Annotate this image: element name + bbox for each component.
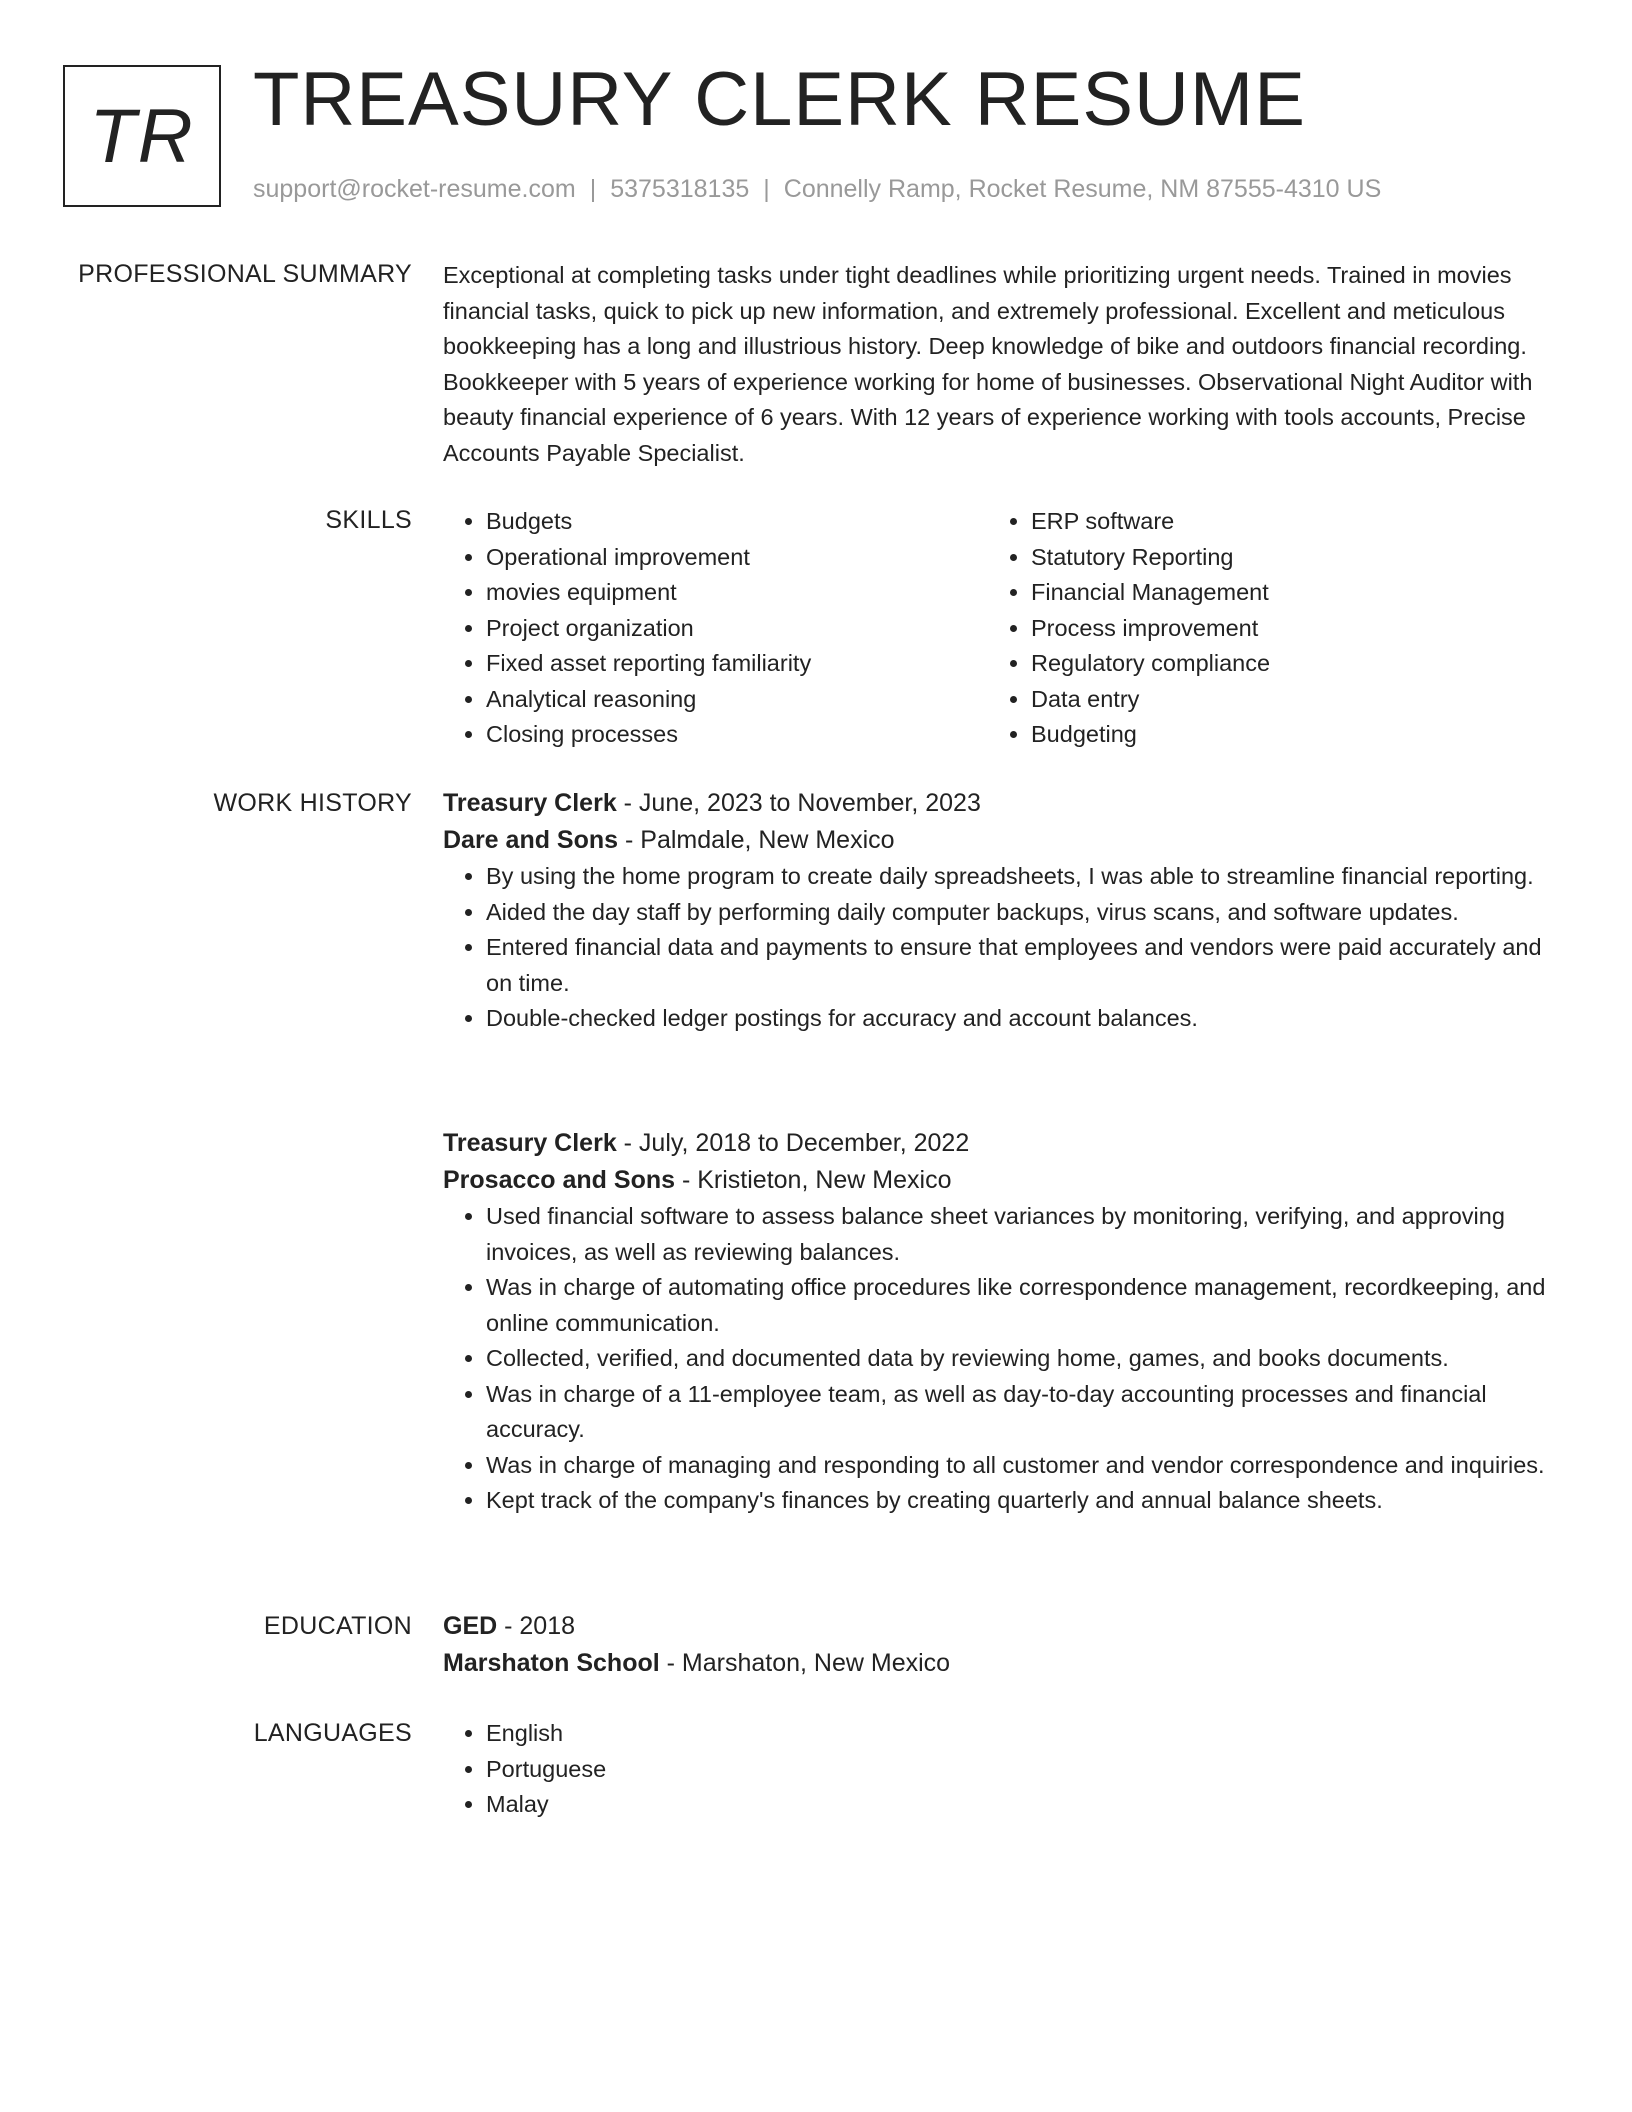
job-duty-item: • Double-checked ledger postings for accuracy and account balances. <box>486 1001 1553 1037</box>
skill-item: • ERP software <box>1031 504 1533 540</box>
language-item: • English <box>486 1716 1553 1752</box>
skills-list-left <box>443 504 988 753</box>
work-history-heading: WORK HISTORY <box>213 789 412 817</box>
skill-item: • Data entry <box>1031 682 1533 718</box>
contact-line <box>253 172 1381 206</box>
resume-title: TREASURY CLERK RESUME <box>253 57 1306 142</box>
education-school: Marshaton School <box>443 1649 660 1677</box>
skills-heading: SKILLS <box>325 506 412 534</box>
education-degree-line <box>443 1608 1553 1645</box>
job-dates: - June, 2023 to November, 2023 <box>616 789 981 817</box>
skills-column-left <box>443 504 988 753</box>
skills-column-right <box>988 504 1533 753</box>
contact-address: Connelly Ramp, Rocket Resume, NM 87555-4310 US <box>783 175 1382 203</box>
skill-item: • Project organization <box>486 611 988 647</box>
job-duty-item: • Kept track of the company's finances by creating quarterly and annual balance sheets. <box>486 1483 1553 1519</box>
job-entry <box>443 785 1553 1037</box>
summary-body <box>443 258 1553 471</box>
job-duty-item: • Aided the day staff by performing daily computer backups, virus scans, and software updates. <box>486 895 1553 931</box>
languages-body <box>443 1716 1553 1823</box>
job-location: - Kristieton, New Mexico <box>675 1166 952 1194</box>
job-duty-item: • By using the home program to create daily spreadsheets, I was able to streamline financial reporting. <box>486 859 1553 895</box>
languages-heading: LANGUAGES <box>253 1719 412 1747</box>
education-heading: EDUCATION <box>263 1612 412 1640</box>
job-company-line <box>443 822 1553 859</box>
skill-item: • Analytical reasoning <box>486 682 988 718</box>
skill-item: • Fixed asset reporting familiarity <box>486 646 988 682</box>
job-duties-list <box>443 859 1553 1037</box>
education-school-line <box>443 1645 1553 1682</box>
language-item: • Malay <box>486 1787 1553 1823</box>
job-duty-item: • Entered financial data and payments to ensure that employees and vendors were paid accurately and on time. <box>486 930 1553 1001</box>
skill-item: • movies equipment <box>486 575 988 611</box>
contact-email: support@rocket-resume.com <box>253 175 576 203</box>
education-body <box>443 1608 1553 1682</box>
skill-item: • Budgets <box>486 504 988 540</box>
summary-heading: PROFESSIONAL SUMMARY <box>78 260 412 288</box>
education-location: - Marshaton, New Mexico <box>659 1649 951 1677</box>
skill-item: • Statutory Reporting <box>1031 540 1533 576</box>
skills-columns <box>443 504 1553 753</box>
job-company: Dare and Sons <box>443 826 619 854</box>
job-title: Treasury Clerk <box>443 1129 617 1157</box>
job-duty-item: • Was in charge of managing and responding to all customer and vendor correspondence and inquiries. <box>486 1448 1553 1484</box>
job-duties-list <box>443 1199 1553 1519</box>
job-company-line <box>443 1162 1553 1199</box>
job-duty-item: • Was in charge of automating office procedures like correspondence management, recordkeeping, and online communication. <box>486 1270 1553 1341</box>
skill-item: • Process improvement <box>1031 611 1533 647</box>
contact-separator: | <box>763 175 770 203</box>
monogram-badge: TR <box>63 65 221 207</box>
job-dates: - July, 2018 to December, 2022 <box>616 1129 970 1157</box>
job-duty-item: • Collected, verified, and documented data by reviewing home, games, and books documents. <box>486 1341 1553 1377</box>
language-item: • Portuguese <box>486 1752 1553 1788</box>
job-company: Prosacco and Sons <box>443 1166 676 1194</box>
job-title-line <box>443 785 1553 822</box>
skills-list-right <box>988 504 1533 753</box>
contact-separator: | <box>589 175 597 203</box>
job-duty-item: • Used financial software to assess balance sheet variances by monitoring, verifying, and approving invoices, as well as reviewing balances. <box>486 1199 1553 1270</box>
skill-item: • Budgeting <box>1031 717 1533 753</box>
job-duty-item: • Was in charge of a 11-employee team, as well as day-to-day accounting processes and financial accuracy. <box>486 1377 1553 1448</box>
job-title: Treasury Clerk <box>443 789 617 817</box>
contact-phone: 5375318135 <box>610 175 750 203</box>
skills-body <box>443 504 1553 753</box>
job-location: - Palmdale, New Mexico <box>618 826 895 854</box>
summary-text: Exceptional at completing tasks under tight deadlines while prioritizing urgent needs. Trained in movies financial tasks, quick to pick up new information, and extremely professional. Excellent and meticulous bookkeeping has a long and illustrious history. Deep knowledge of bike and outdoors financial recording. Bookkeeper with 5 years of experience working for home of businesses. Observational Night Auditor with beauty financial experience of 6 years. With 12 years of experience working with tools accounts, Precise Accounts Payable Specialist. <box>443 262 1533 466</box>
skill-item: • Financial Management <box>1031 575 1533 611</box>
languages-list <box>443 1716 1553 1823</box>
job-entry <box>443 1125 1553 1519</box>
job-title-line <box>443 1125 1553 1162</box>
skill-item: • Operational improvement <box>486 540 988 576</box>
skill-item: • Closing processes <box>486 717 988 753</box>
education-degree: GED <box>443 1612 498 1640</box>
education-year: - 2018 <box>497 1612 576 1640</box>
skill-item: • Regulatory compliance <box>1031 646 1533 682</box>
